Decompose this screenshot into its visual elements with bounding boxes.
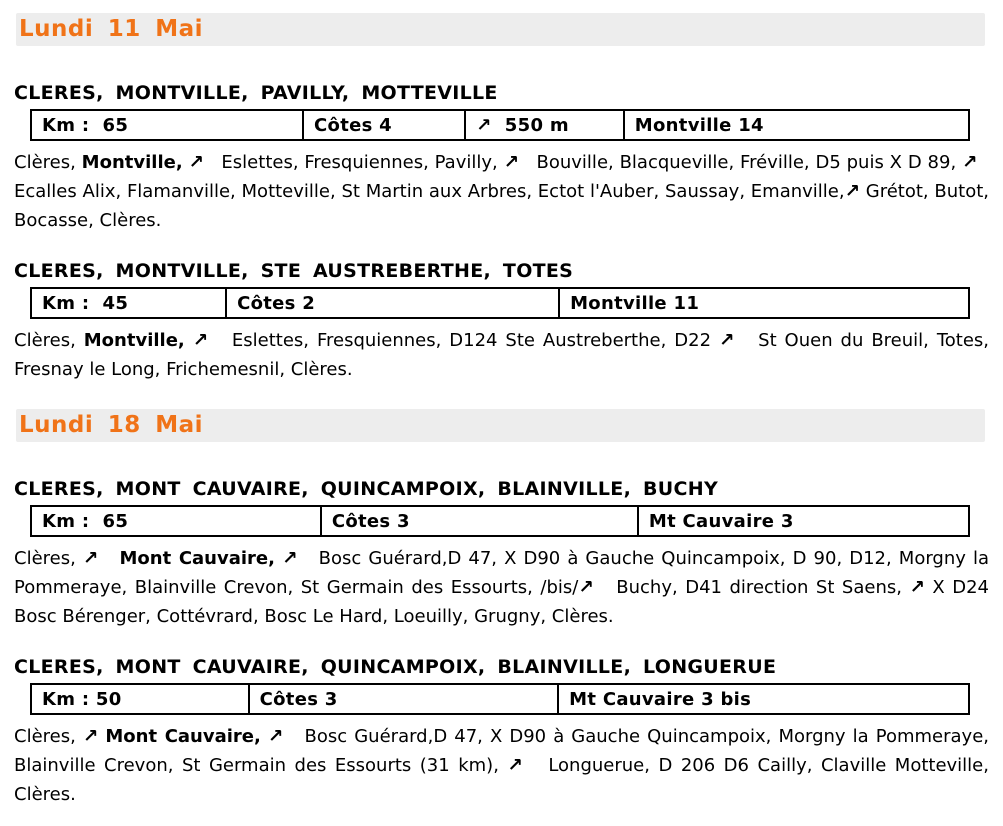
stats-row [31, 288, 969, 318]
stat-landmark-value: Montville 14 [634, 114, 764, 136]
route-description [14, 326, 989, 384]
stat-cotes [321, 506, 638, 536]
stats-table [30, 109, 970, 141]
route-arrow-icon: ↗ [962, 152, 978, 173]
route-text [98, 548, 119, 569]
stats-row [31, 684, 969, 714]
stat-landmark [638, 506, 969, 536]
route-text: Montville, [83, 330, 185, 351]
route-text: St Ouen du Breuil, Totes, Fresnay le Long, Frichemesnil, Clères. [14, 330, 989, 380]
stat-landmark [624, 110, 969, 140]
stats-row [31, 506, 969, 536]
route-text: Buchy, D41 direction St Saens, [593, 577, 910, 598]
route-text: Eslettes, Fresquiennes, D124 Ste Austreberthe, D22 [208, 330, 719, 351]
day-section-2 [14, 409, 989, 809]
stat-landmark-value: Mt Cauvaire 3 bis [569, 688, 752, 710]
stat-km [31, 110, 303, 140]
stat-landmark-value: Montville 11 [570, 292, 700, 314]
route-text: Longuerue, D 206 D6 Cailly, Claville Motteville, Clères. [14, 755, 989, 805]
route-text: Mont Cauvaire, [119, 548, 275, 569]
route-text: Clères, [14, 330, 84, 351]
ride-title: CLERES, MONT CAUVAIRE, QUINCAMPOIX, BLAINVILLE, BUCHY [14, 478, 719, 500]
route-text [185, 330, 193, 351]
route-text [261, 726, 268, 747]
route-arrow-icon: ↗ [507, 755, 523, 776]
route-text: Clères, [14, 726, 83, 747]
stat-km [31, 288, 226, 318]
route-text: Clères, [14, 152, 82, 173]
ride-1 [14, 82, 989, 235]
stats-table [30, 287, 970, 319]
stat-km-value: Km : 50 [42, 688, 122, 710]
route-text: Clères, [14, 548, 83, 569]
ride-4 [14, 656, 989, 809]
stat-km-value: Km : 65 [42, 510, 129, 532]
stat-cotes-value: Côtes 2 [237, 292, 316, 314]
route-arrow-icon: ↗ [578, 577, 594, 598]
stat-cotes [226, 288, 559, 318]
route-text [275, 548, 282, 569]
ride-title: CLERES, MONTVILLE, PAVILLY, MOTTEVILLE [14, 82, 498, 104]
stat-cotes [303, 110, 465, 140]
day-header [16, 13, 985, 46]
route-arrow-icon: ↗ [82, 548, 99, 569]
stat-landmark [559, 288, 969, 318]
ride-3 [14, 478, 989, 631]
route-text: Grétot, Butot, Bocasse, Clères. [14, 181, 989, 231]
day-label: Lundi 18 Mai [19, 412, 204, 438]
route-arrow-icon: ↗ [192, 330, 209, 351]
route-arrow-icon: ↗ [909, 577, 925, 598]
route-text: Bosc Guérard,D 47, X D90 à Gauche Quincampoix, D 90, D12, Morgny la Pommeraye, Blainville Crevon, St Germain des Essourts, /bis/ [14, 548, 990, 598]
day-label: Lundi 11 Mai [19, 16, 204, 42]
route-arrow-icon: ↗ [188, 152, 204, 173]
stat-landmark-value: Mt Cauvaire 3 [648, 510, 794, 532]
stat-cotes [249, 684, 559, 714]
stat-km-value: Km : 45 [42, 292, 129, 314]
route-arrow-icon: ↗ [82, 726, 99, 747]
stat-cotes-value: Côtes 4 [314, 114, 393, 136]
day-section-1 [14, 13, 989, 384]
route-arrow-icon: ↗ [282, 548, 298, 569]
stat-landmark [558, 684, 969, 714]
route-text: Montville, [81, 152, 183, 173]
stat-elevation [465, 110, 624, 140]
stat-elevation-value: ↗ 550 m [476, 114, 569, 136]
route-text: Mont Cauvaire, [105, 726, 261, 747]
day-header [16, 409, 985, 442]
route-description [14, 148, 989, 235]
route-text: X D24 Bosc Bérenger, Cottévrard, Bosc Le Hard, Loeuilly, Grugny, Clères. [14, 577, 989, 627]
route-arrow-icon: ↗ [267, 726, 284, 747]
stats-table [30, 683, 970, 715]
route-arrow-icon: ↗ [718, 330, 735, 351]
stat-km [31, 506, 321, 536]
route-text: Eslettes, Fresquiennes, Pavilly, [203, 152, 504, 173]
stat-km-value: Km : 65 [42, 114, 129, 136]
route-text: Bosc Guérard,D 47, X D90 à Gauche Quincampoix, Morgny la Pommeraye, Blainville Crevon, St Germain des Essourts (31 km), [14, 726, 990, 776]
route-description [14, 544, 989, 631]
route-description [14, 722, 989, 809]
stat-km [31, 684, 249, 714]
ride-2 [14, 260, 989, 384]
stat-cotes-value: Côtes 3 [331, 510, 410, 532]
stats-table [30, 505, 970, 537]
route-arrow-icon: ↗ [503, 152, 519, 173]
stats-row [31, 110, 969, 140]
stat-cotes-value: Côtes 3 [259, 688, 338, 710]
route-text: Bouville, Blacqueville, Fréville, D5 puis X D 89, [518, 152, 963, 173]
route-text: Ecalles Alix, Flamanville, Motteville, St Martin aux Arbres, Ectot l'Auber, Saussay, Emanville, [14, 152, 989, 202]
route-arrow-icon: ↗ [844, 181, 860, 202]
ride-title: CLERES, MONTVILLE, STE AUSTREBERTHE, TOTES [14, 260, 574, 282]
ride-title: CLERES, MONT CAUVAIRE, QUINCAMPOIX, BLAINVILLE, LONGUERUE [14, 656, 777, 678]
